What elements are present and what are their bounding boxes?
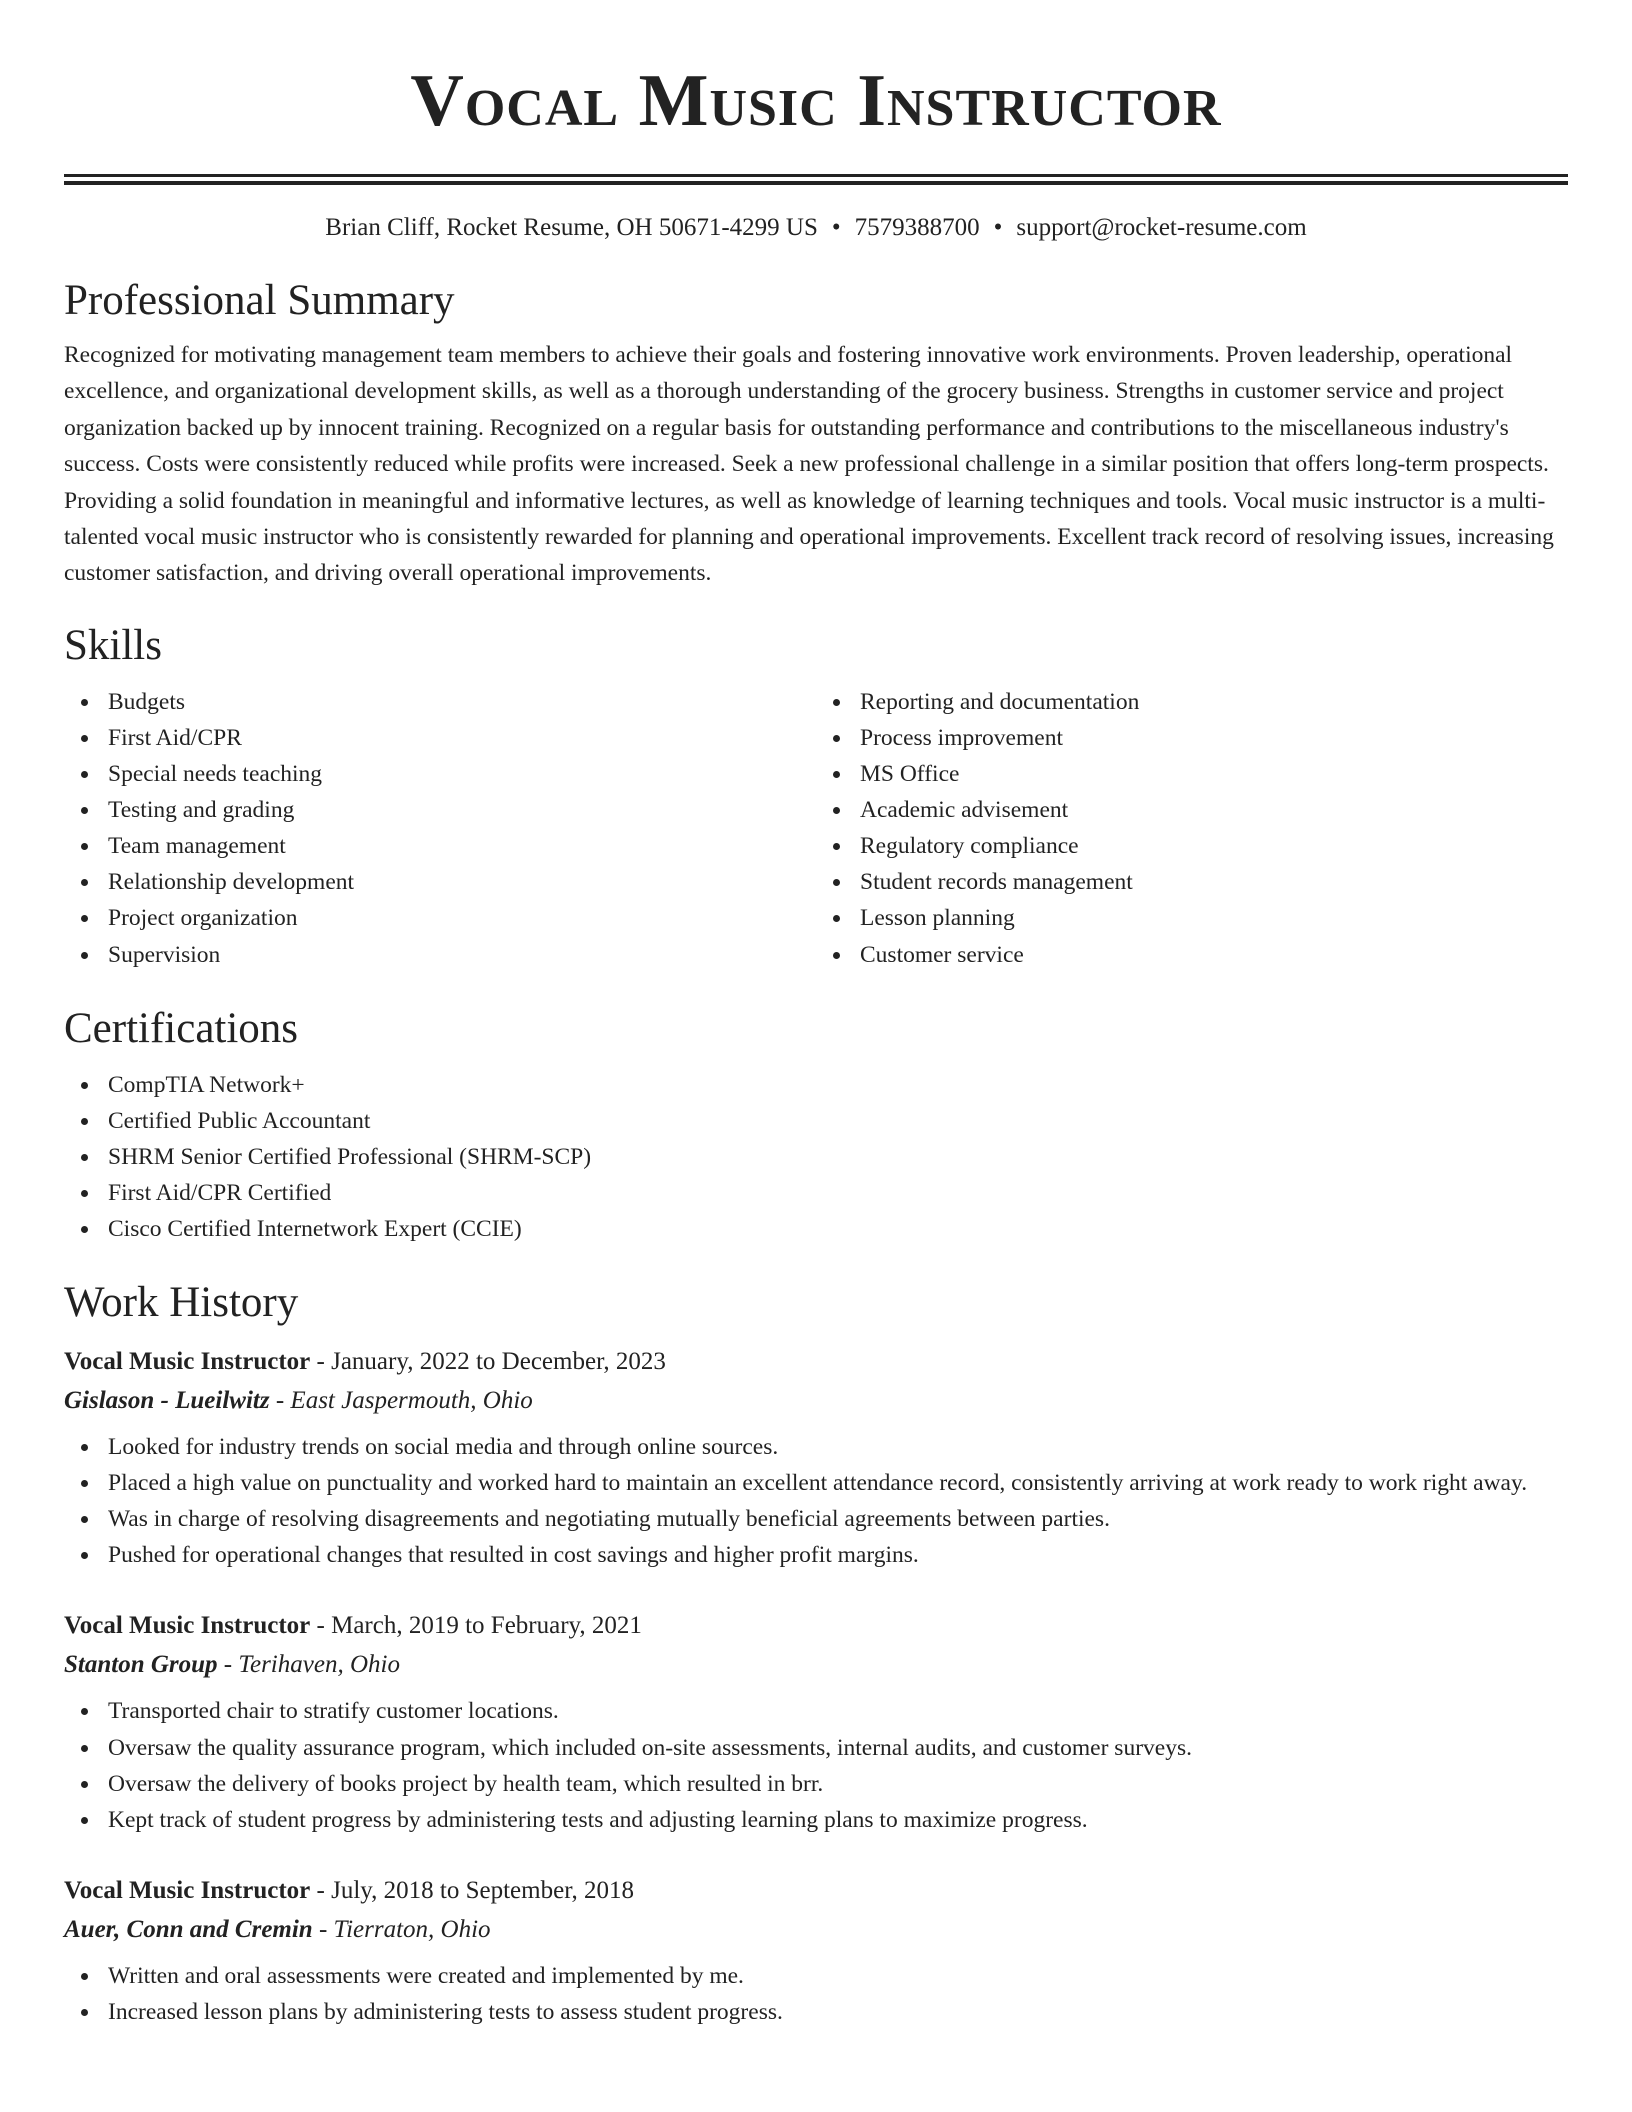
job-heading: Vocal Music Instructor - January, 2022 to December, 2023	[64, 1348, 666, 1376]
skills-list-right	[816, 684, 1568, 973]
section-title-summary: Professional Summary	[64, 277, 455, 324]
skill-item: Budgets	[64, 684, 816, 720]
section-title-skills: Skills	[64, 621, 162, 669]
job-duty-item: Kept track of student progress by administering tests and adjusting learning plans to maximize progress.	[64, 1802, 1568, 1838]
job-duty-item: Oversaw the quality assurance program, which included on-site assessments, internal audits, and customer surveys.	[64, 1730, 1568, 1766]
job-role: Vocal Music Instructor	[64, 1348, 311, 1376]
job-entry	[64, 1343, 1568, 1573]
job-company-line: Stanton Group - Terihaven, Ohio	[64, 1651, 400, 1679]
skill-item: Lesson planning	[816, 900, 1568, 936]
job-dates: July, 2018 to September, 2018	[331, 1876, 635, 1904]
skill-item: MS Office	[816, 756, 1568, 792]
skill-item: First Aid/CPR	[64, 720, 816, 756]
job-location: East Jaspermouth, Ohio	[290, 1387, 533, 1415]
section-title-work-history: Work History	[64, 1279, 299, 1327]
skill-item: Process improvement	[816, 720, 1568, 756]
certification-item: SHRM Senior Certified Professional (SHRM-SCP)	[64, 1139, 1568, 1175]
job-role: Vocal Music Instructor	[64, 1612, 311, 1640]
header-double-rule	[64, 174, 1568, 185]
skill-item: Student records management	[816, 864, 1568, 900]
job-entry	[64, 1607, 1568, 1837]
job-duty-item: Was in charge of resolving disagreements and negotiating mutually beneficial agreements between parties.	[64, 1501, 1568, 1537]
contact-address: Brian Cliff, Rocket Resume, OH 50671-4299 US	[325, 214, 818, 241]
job-duty-item: Oversaw the delivery of books project by health team, which resulted in brr.	[64, 1766, 1568, 1802]
contact-separator: •	[993, 214, 1003, 241]
certification-item: CompTIA Network+	[64, 1067, 1568, 1103]
job-role: Vocal Music Instructor	[64, 1876, 311, 1904]
job-dates: March, 2019 to February, 2021	[331, 1612, 642, 1640]
contact-line	[64, 211, 1568, 245]
job-duties-list	[64, 1429, 1568, 1573]
skill-item: Reporting and documentation	[816, 684, 1568, 720]
skill-item: Project organization	[64, 900, 816, 936]
job-duty-item: Pushed for operational changes that resulted in cost savings and higher profit margins.	[64, 1537, 1568, 1573]
skill-item: Customer service	[816, 937, 1568, 973]
job-duty-item: Increased lesson plans by administering tests to assess student progress.	[64, 1994, 1568, 2030]
skills-columns	[64, 684, 1568, 973]
summary-text: Recognized for motivating management team members to achieve their goals and fostering innovative work environments. Proven leadership, operational excellence, and organizational development skills, as well as a thorough understanding of the grocery business. Strengths in customer service and project organization backed up by innocent training. Recognized on a regular basis for outstanding performance and contributions to the miscellaneous industry's success. Costs were consistently reduced while profits were increased. Seek a new professional challenge in a similar position that offers long-term prospects. Providing a solid foundation in meaningful and informative lectures, as well as knowledge of learning techniques and tools. Vocal music instructor is a multi-talented vocal music instructor who is consistently rewarded for planning and operational improvements. Excellent track record of resolving issues, increasing customer satisfaction, and driving overall operational improvements.	[64, 342, 1554, 587]
job-dates: January, 2022 to December, 2023	[331, 1348, 666, 1376]
job-entry	[64, 1872, 1568, 2030]
job-duty-item: Looked for industry trends on social media and through online sources.	[64, 1429, 1568, 1465]
skill-item: Team management	[64, 828, 816, 864]
skill-item: Regulatory compliance	[816, 828, 1568, 864]
job-duties-list	[64, 1958, 1568, 2030]
contact-email[interactable]: support@rocket-resume.com	[1016, 214, 1307, 241]
job-duty-item: Placed a high value on punctuality and worked hard to maintain an excellent attendance record, consistently arriving at work ready to work right away.	[64, 1465, 1568, 1501]
job-duty-item: Written and oral assessments were created and implemented by me.	[64, 1958, 1568, 1994]
certifications-list	[64, 1067, 1568, 1247]
contact-phone: 7579388700	[854, 214, 980, 241]
skill-item: Special needs teaching	[64, 756, 816, 792]
section-title-certifications: Certifications	[64, 1004, 299, 1052]
skill-item: Testing and grading	[64, 792, 816, 828]
certification-item: Certified Public Accountant	[64, 1103, 1568, 1139]
job-location: Terihaven, Ohio	[238, 1651, 400, 1679]
resume-name: Vocal Music Instructor	[410, 60, 1222, 142]
skill-item: Supervision	[64, 937, 816, 973]
certification-item: First Aid/CPR Certified	[64, 1175, 1568, 1211]
skill-item: Relationship development	[64, 864, 816, 900]
job-heading: Vocal Music Instructor - July, 2018 to September, 2018	[64, 1876, 635, 1904]
contact-separator: •	[831, 214, 841, 241]
certification-item: Cisco Certified Internetwork Expert (CCIE)	[64, 1211, 1568, 1247]
job-duty-item: Transported chair to stratify customer locations.	[64, 1693, 1568, 1729]
job-company-line: Gislason - Lueilwitz - East Jaspermouth, Ohio	[64, 1387, 533, 1415]
skill-item: Academic advisement	[816, 792, 1568, 828]
job-company: Stanton Group	[64, 1651, 218, 1679]
job-location: Tierraton, Ohio	[333, 1915, 491, 1943]
job-company-line: Auer, Conn and Cremin - Tierraton, Ohio	[64, 1915, 491, 1943]
skills-list-left	[64, 684, 816, 973]
job-company: Gislason - Lueilwitz	[64, 1387, 270, 1415]
job-company: Auer, Conn and Cremin	[64, 1915, 313, 1943]
job-duties-list	[64, 1693, 1568, 1837]
job-heading: Vocal Music Instructor - March, 2019 to February, 2021	[64, 1612, 642, 1640]
